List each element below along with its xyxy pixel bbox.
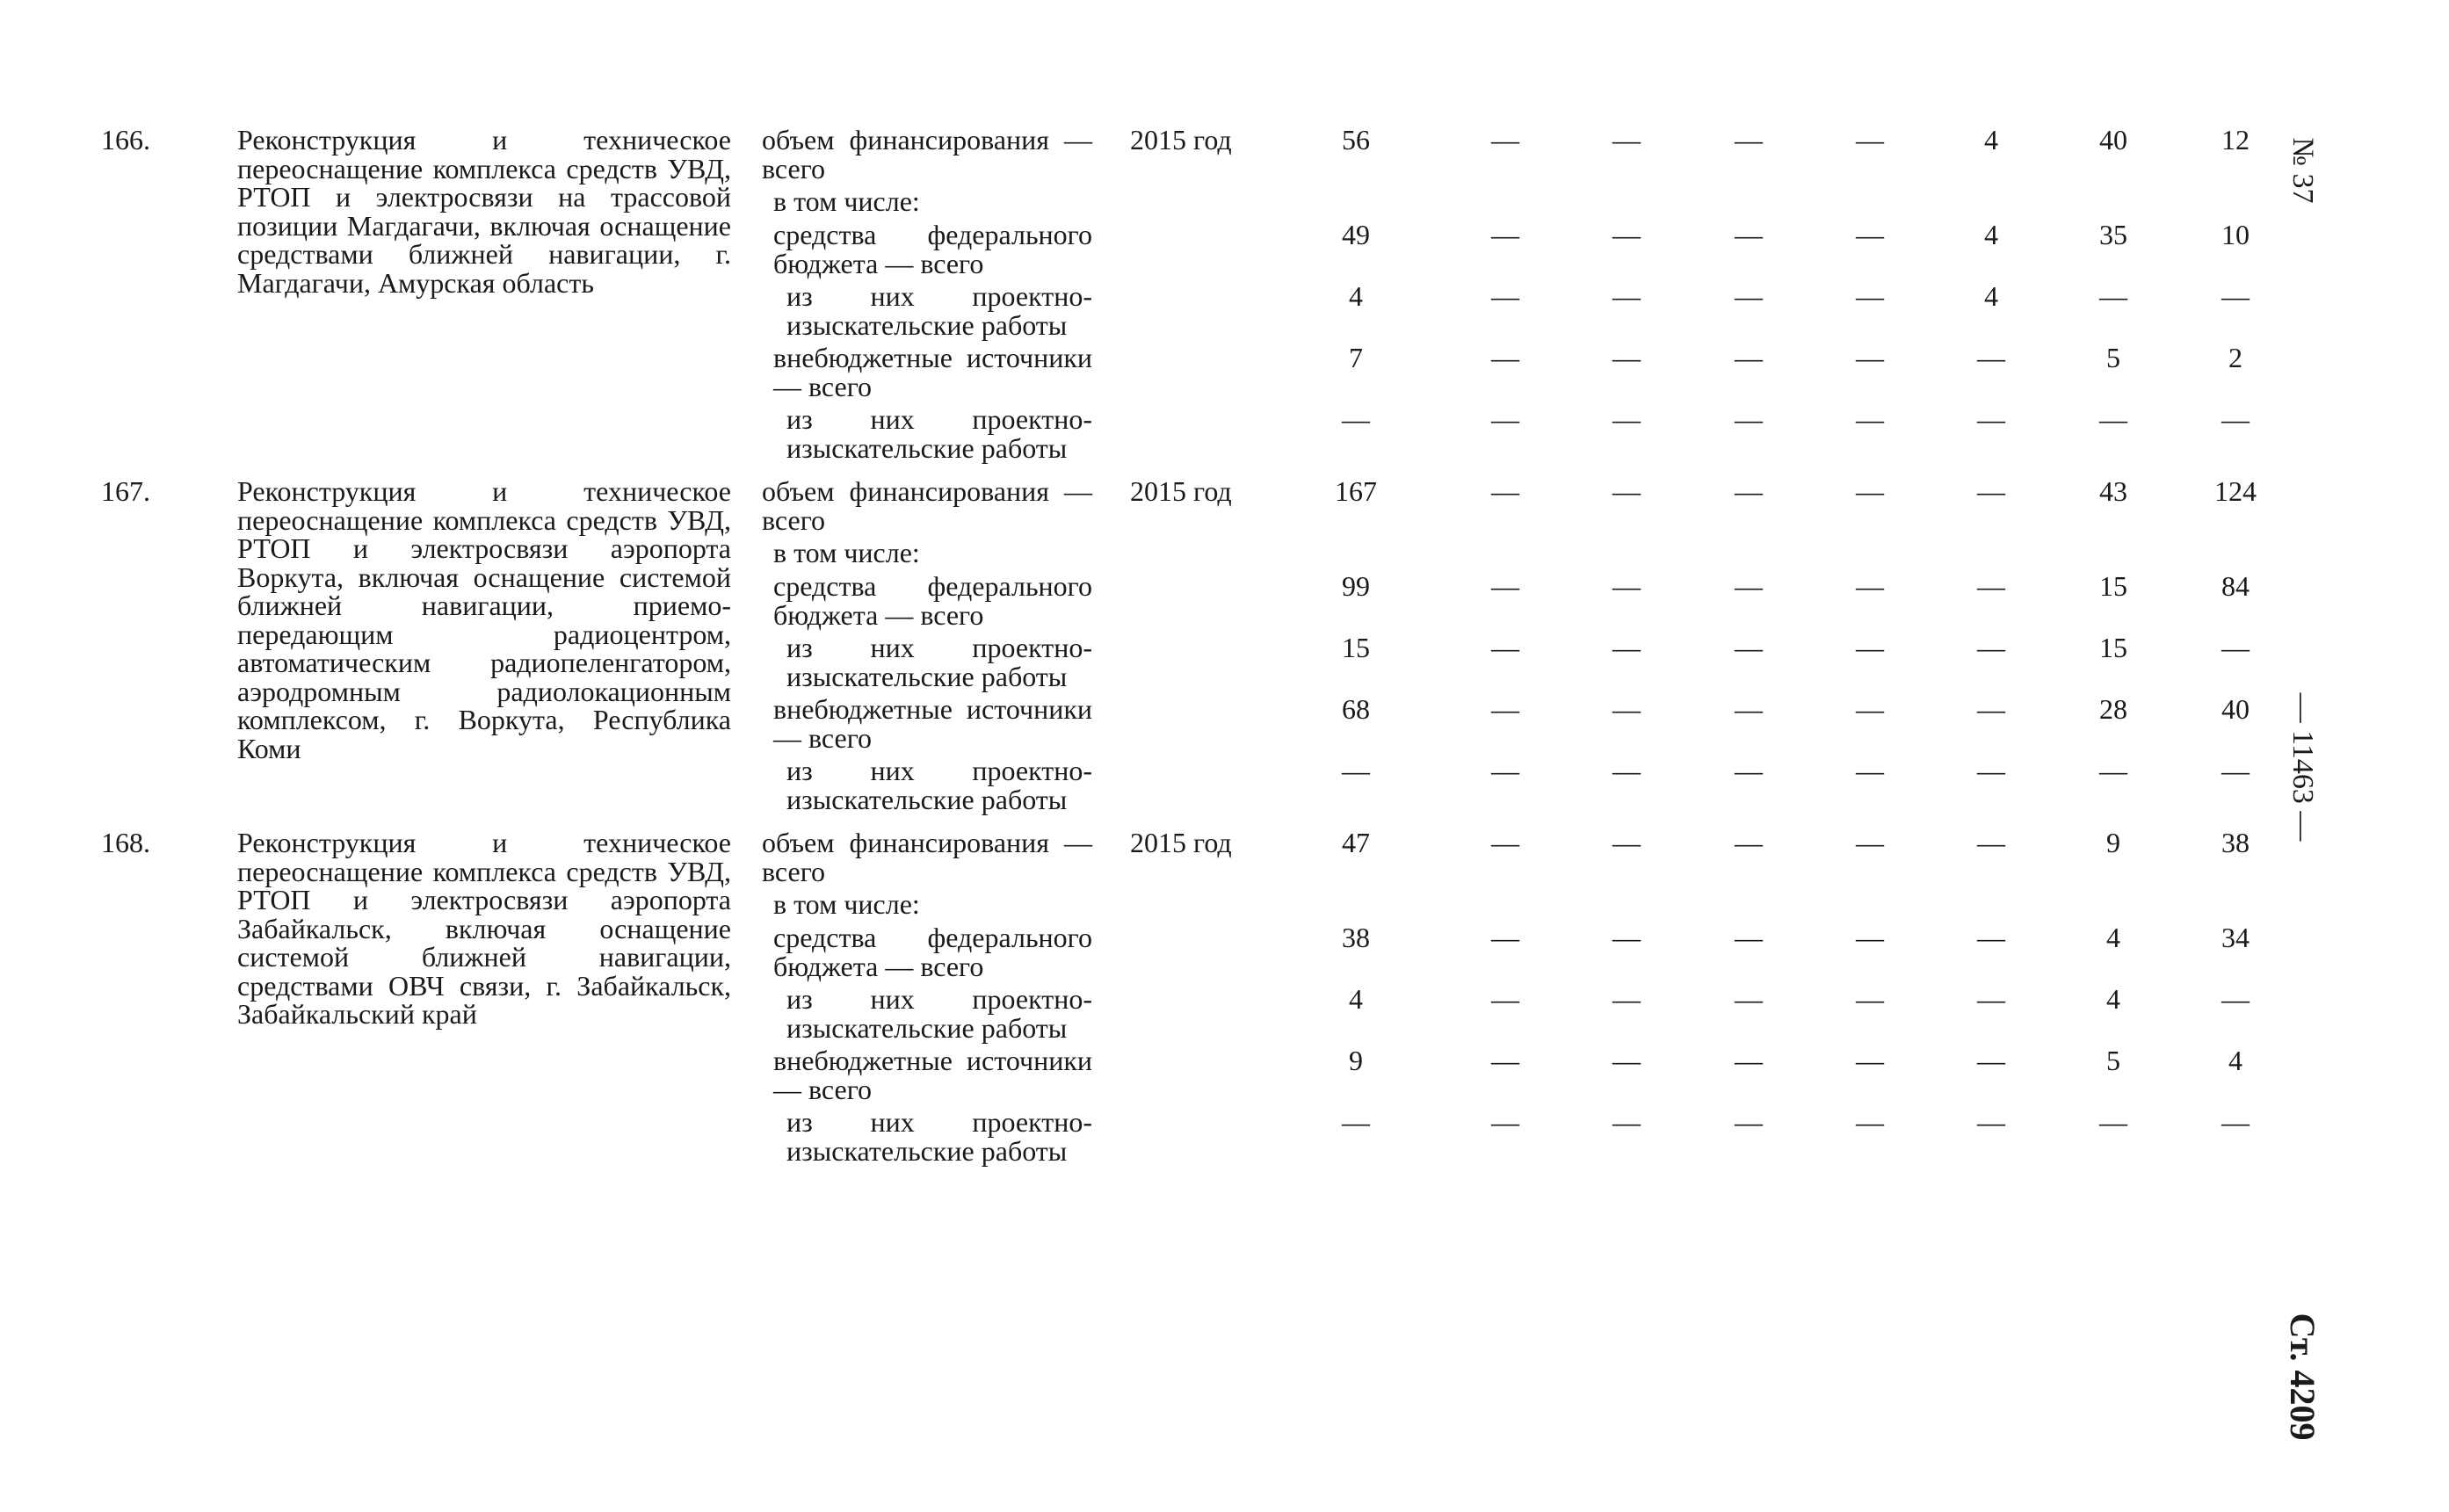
cell: 34	[2221, 922, 2250, 953]
cell: —	[1612, 280, 1641, 312]
article-number: Ст. 4209	[2283, 1313, 2322, 1441]
cell: —	[1977, 632, 2005, 663]
cell: —	[2221, 632, 2250, 663]
cell: —	[1612, 983, 1641, 1015]
row-label: из них проектно-изыскательские работы	[786, 983, 1092, 1044]
cell: —	[1856, 922, 1884, 953]
cell: —	[1735, 827, 1763, 858]
row-label: средства федерального бюджета — всего	[773, 570, 1092, 631]
cell: —	[1977, 922, 2005, 953]
cell: —	[1735, 280, 1763, 312]
cell-total: —	[1342, 755, 1370, 786]
cell-total: —	[1342, 403, 1370, 435]
cell: —	[1491, 219, 1519, 250]
cell-total: 49	[1342, 219, 1370, 250]
table-row	[0, 282, 2302, 342]
row-label: в том числе:	[773, 537, 920, 568]
cell-total: 4	[1349, 280, 1363, 312]
row-label: средства федерального бюджета — всего	[773, 219, 1092, 279]
cell: —	[1612, 403, 1641, 435]
cell-total: 99	[1342, 570, 1370, 602]
cell: —	[1491, 693, 1519, 725]
cell: —	[1491, 632, 1519, 663]
table-row	[0, 477, 2302, 537]
cell: —	[1977, 827, 2005, 858]
cell: —	[1977, 693, 2005, 725]
cell: —	[1977, 403, 2005, 435]
cell: —	[2221, 280, 2250, 312]
row-label: средства федерального бюджета — всего	[773, 922, 1092, 982]
cell: —	[1735, 570, 1763, 602]
entry-year: 2015 год	[1130, 124, 1232, 156]
cell: —	[1491, 280, 1519, 312]
cell-total: 4	[1349, 983, 1363, 1015]
table-row	[0, 572, 2302, 632]
row-label: внебюджетные источники — всего	[773, 693, 1092, 754]
cell-total: 47	[1342, 827, 1370, 858]
cell: 5	[2106, 1045, 2120, 1076]
entry-year: 2015 год	[1130, 475, 1232, 507]
cell: —	[1977, 342, 2005, 373]
table-row	[0, 1046, 2302, 1106]
cell: —	[1856, 280, 1884, 312]
row-label: внебюджетные источники — всего	[773, 342, 1092, 402]
cell: —	[1856, 827, 1884, 858]
row-label: из них проектно-изыскательские работы	[786, 632, 1092, 692]
table-row	[0, 756, 2302, 816]
cell: 9	[2106, 827, 2120, 858]
cell: —	[1612, 693, 1641, 725]
row-label: внебюджетные источники — всего	[773, 1045, 1092, 1105]
cell: —	[1856, 693, 1884, 725]
cell: —	[1491, 922, 1519, 953]
cell: —	[1735, 403, 1763, 435]
cell-total: 7	[1349, 342, 1363, 373]
cell: —	[1612, 124, 1641, 156]
cell: —	[1856, 1045, 1884, 1076]
cell: —	[1977, 1045, 2005, 1076]
cell: 40	[2099, 124, 2127, 156]
table-row	[0, 633, 2302, 693]
cell: —	[1612, 755, 1641, 786]
cell: 40	[2221, 693, 2250, 725]
entry-description: Реконструкция и техническое переоснащение комплекса средств УВД, РТОП и электросвязи аэропорта Забайкальск, включая оснащение системой ближней навигации, средствами ОВЧ связи, г. Забайкальск, Забайкальский край	[237, 827, 731, 1030]
table-row	[0, 126, 2302, 185]
cell-total: 68	[1342, 693, 1370, 725]
issue-number: № 37	[2286, 137, 2319, 204]
cell: —	[1856, 755, 1884, 786]
cell: —	[1735, 693, 1763, 725]
cell: —	[1856, 983, 1884, 1015]
cell: —	[1856, 1106, 1884, 1138]
cell: 2	[2228, 342, 2243, 373]
cell: 4	[1984, 219, 1998, 250]
cell: —	[1735, 475, 1763, 507]
cell: —	[1612, 1106, 1641, 1138]
cell: —	[1612, 219, 1641, 250]
cell: 4	[2106, 922, 2120, 953]
cell: —	[1856, 219, 1884, 250]
cell: —	[2099, 280, 2127, 312]
cell: —	[2099, 755, 2127, 786]
cell: —	[1856, 475, 1884, 507]
cell: —	[1856, 124, 1884, 156]
cell: —	[1612, 922, 1641, 953]
cell: —	[1735, 219, 1763, 250]
cell-total: 38	[1342, 922, 1370, 953]
cell: —	[2221, 983, 2250, 1015]
row-label: объем финансирования — всего	[762, 827, 1092, 887]
row-label: из них проектно-изыскательские работы	[786, 1106, 1092, 1167]
cell: 38	[2221, 827, 2250, 858]
cell: —	[1491, 342, 1519, 373]
entry-description: Реконструкция и техническое переоснащение комплекса средств УВД, РТОП и электросвязи аэропорта Воркута, включая оснащение системой ближней навигации, приемо-передающим радиоцентром, автоматическим радиопеленгатором, аэродромным радиолокационным комплексом, г. Воркута, Республика Коми	[237, 475, 731, 764]
table-row	[0, 828, 2302, 888]
cell: —	[1977, 983, 2005, 1015]
cell: —	[1977, 570, 2005, 602]
cell: —	[1735, 342, 1763, 373]
row-label: объем финансирования — всего	[762, 124, 1092, 184]
cell: —	[1491, 570, 1519, 602]
cell: 84	[2221, 570, 2250, 602]
cell: —	[1491, 475, 1519, 507]
cell: —	[1856, 570, 1884, 602]
cell: —	[1856, 342, 1884, 373]
cell: 4	[2228, 1045, 2243, 1076]
cell: —	[1977, 475, 2005, 507]
entry-description: Реконструкция и техническое переоснащение комплекса средств УВД, РТОП и электросвязи на трассовой позиции Магдагачи, включая оснащение средствами ближней навигации, г. Магдагачи, Амурская область	[237, 124, 731, 299]
cell: —	[1735, 1045, 1763, 1076]
cell: 124	[2214, 475, 2257, 507]
cell: —	[1491, 827, 1519, 858]
table-row	[0, 1108, 2302, 1168]
cell: 12	[2221, 124, 2250, 156]
row-label: из них проектно-изыскательские работы	[786, 403, 1092, 464]
cell: —	[2221, 403, 2250, 435]
cell: 4	[1984, 124, 1998, 156]
cell-total: 56	[1342, 124, 1370, 156]
table-row	[0, 695, 2302, 755]
table-row	[0, 405, 2302, 465]
row-label: в том числе:	[773, 185, 920, 217]
table-row	[0, 985, 2302, 1045]
entry-number: 168.	[101, 827, 150, 858]
cell: —	[2099, 1106, 2127, 1138]
cell: —	[1856, 632, 1884, 663]
entry-year: 2015 год	[1130, 827, 1232, 858]
cell: —	[1491, 1106, 1519, 1138]
cell: —	[1735, 983, 1763, 1015]
table-row	[0, 344, 2302, 403]
cell: 15	[2099, 570, 2127, 602]
row-label: объем финансирования — всего	[762, 475, 1092, 536]
table-row	[0, 221, 2302, 280]
cell: —	[1491, 124, 1519, 156]
cell-total: 167	[1335, 475, 1377, 507]
page-folio: — 11463 —	[2286, 692, 2319, 842]
cell: —	[1735, 632, 1763, 663]
cell: —	[1491, 755, 1519, 786]
cell: —	[1612, 342, 1641, 373]
entry-number: 167.	[101, 475, 150, 507]
cell: 28	[2099, 693, 2127, 725]
row-label: из них проектно-изыскательские работы	[786, 755, 1092, 815]
cell: —	[2099, 403, 2127, 435]
cell: 43	[2099, 475, 2127, 507]
cell: —	[1612, 827, 1641, 858]
cell: —	[1612, 475, 1641, 507]
cell: 4	[1984, 280, 1998, 312]
row-label: из них проектно-изыскательские работы	[786, 280, 1092, 341]
cell: —	[1856, 403, 1884, 435]
cell: —	[1612, 1045, 1641, 1076]
cell: —	[2221, 1106, 2250, 1138]
cell: 10	[2221, 219, 2250, 250]
cell: —	[2221, 755, 2250, 786]
cell: 5	[2106, 342, 2120, 373]
entry-number: 166.	[101, 124, 150, 156]
cell: —	[1612, 632, 1641, 663]
cell: 4	[2106, 983, 2120, 1015]
cell: —	[1977, 755, 2005, 786]
row-label: в том числе:	[773, 888, 920, 920]
cell: —	[1735, 124, 1763, 156]
cell-total: 9	[1349, 1045, 1363, 1076]
cell: —	[1735, 1106, 1763, 1138]
cell: 15	[2099, 632, 2127, 663]
cell-total: 15	[1342, 632, 1370, 663]
cell: —	[1735, 755, 1763, 786]
cell-total: —	[1342, 1106, 1370, 1138]
cell: —	[1491, 403, 1519, 435]
cell: —	[1491, 983, 1519, 1015]
cell: —	[1612, 570, 1641, 602]
cell: —	[1977, 1106, 2005, 1138]
table-row	[0, 923, 2302, 983]
cell: —	[1491, 1045, 1519, 1076]
cell: —	[1735, 922, 1763, 953]
cell: 35	[2099, 219, 2127, 250]
